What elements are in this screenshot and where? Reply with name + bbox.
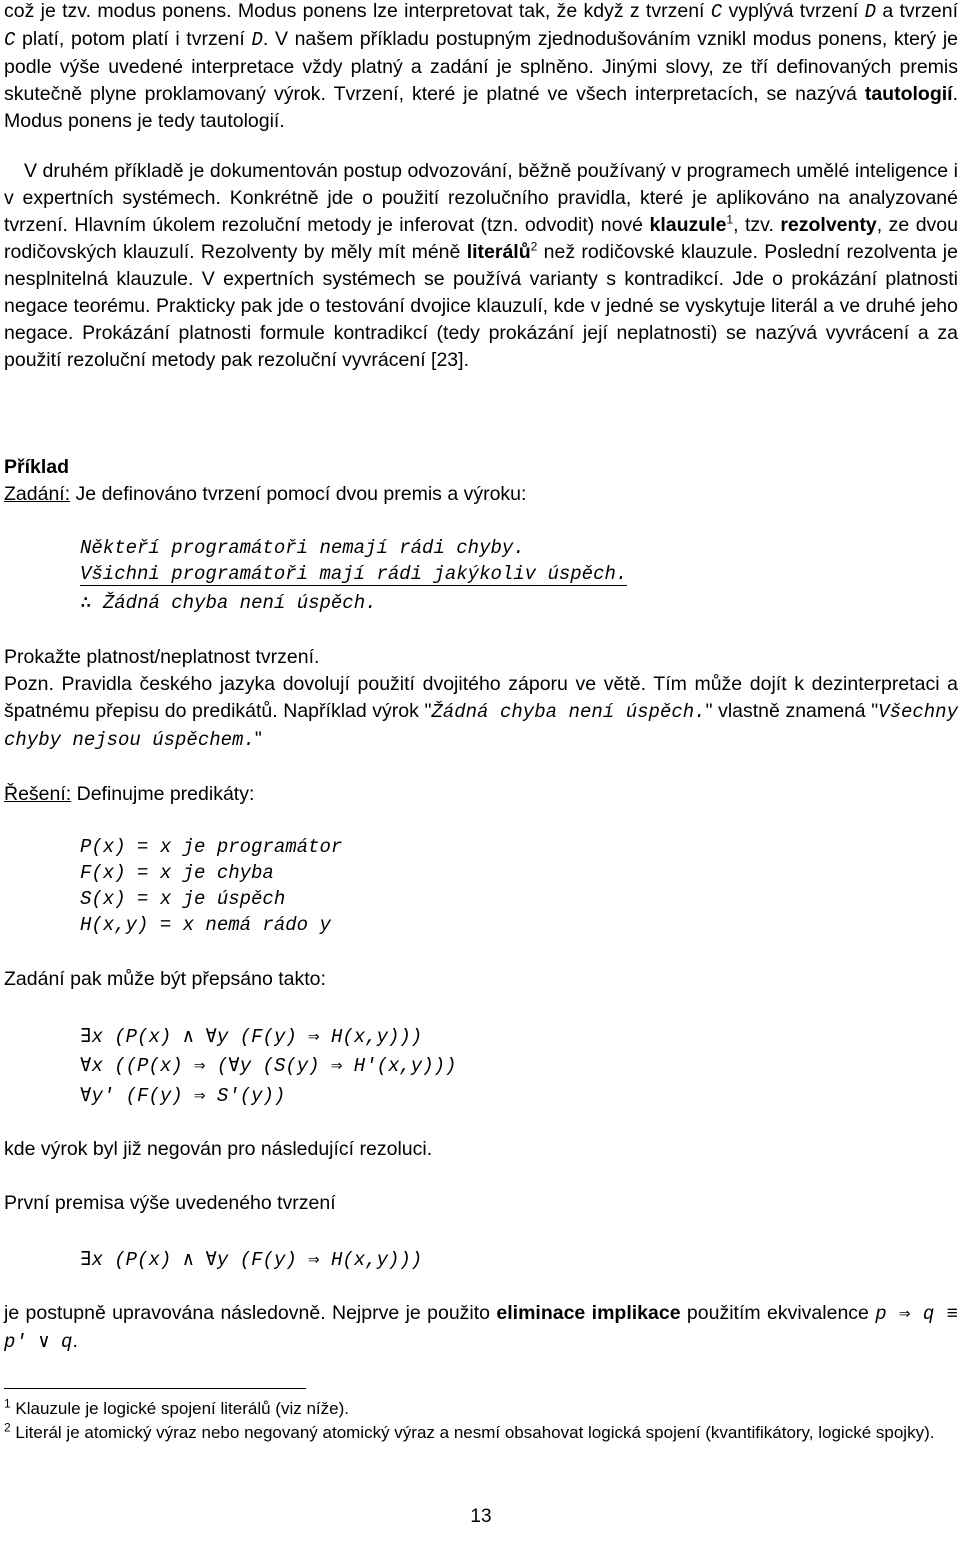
equivalence-formula: p ⇒ q ≡ p' ∨ q	[4, 1303, 958, 1353]
text: "	[254, 728, 262, 750]
var-c: C	[710, 1, 723, 23]
footnote-1	[4, 1398, 958, 1420]
paragraph-resolution	[4, 158, 958, 374]
formula-first-premise: ∃x (P(x) ∧ ∀y (F(y) ⇒ H(x,y)))	[80, 1249, 423, 1271]
footnote-2	[4, 1422, 958, 1444]
text: což je tzv. modus ponens. Modus ponens lze interpretovat tak, že když z tvrzení	[4, 0, 711, 22]
text: .	[72, 1330, 78, 1352]
term-implication-elimination: eliminace implikace	[496, 1302, 681, 1324]
paragraph-modus-ponens	[4, 0, 958, 135]
negated-note: kde výrok byl již negován pro následující rezoluci.	[4, 1138, 433, 1160]
formula-2: ∀x ((P(x) ⇒ (∀y (S(y) ⇒ H'(x,y)))	[80, 1055, 457, 1077]
solution-text: Definujme predikáty:	[71, 783, 255, 805]
footnote-ref-2[interactable]: 2	[530, 239, 538, 254]
text: než rodičovské klauzule. Poslední rezolventa je nesplnitelná klauzule. V expertních systémech se používá varianty s kontradikcí. Jde o prokázání platnosti negace teorému. Prakticky pak jde o testování dvojice klauzulí, kde v jedné se vyskytuje literál a ve druhé jeho negace. Prokázání platnosti formule kontradikcí (tedy prokázání její neplatnosti) se nazývá vyvrácení a za použití rezoluční metody pak rezoluční vyvrácení [23].	[4, 241, 958, 371]
predicate-f: F(x) = x je chyba	[80, 862, 274, 884]
predicate-s: S(x) = x je úspěch	[80, 888, 286, 910]
premise-1: Někteří programátoři nemají rádi chyby.	[80, 537, 525, 559]
note-paragraph	[4, 671, 958, 754]
footnote-number: 2	[4, 1420, 11, 1435]
text: V druhém příkladě je dokumentován postup odvozování, běžně používaný v programech umělé inteligence i v expertních systémech. Konkrétně jde o použití rezolučního pravidla, které je aplikováno na analyzované tvrzení. Hlavním úkolem rezoluční metody je inferovat (tzn. odvodit) nové	[4, 160, 958, 236]
premise-2-wrap	[80, 561, 627, 587]
formula-1: ∃x (P(x) ∧ ∀y (F(y) ⇒ H(x,y)))	[80, 1026, 423, 1048]
task-label: Zadání:	[4, 483, 71, 505]
conclusion: Žádná chyba není úspěch.	[102, 592, 377, 614]
predicate-p: P(x) = x je programátor	[80, 836, 343, 858]
text: vyplývá tvrzení	[722, 0, 865, 22]
premise-2: Všichni programátoři mají rádi jakýkoliv úspěch.	[80, 563, 628, 585]
text: a tvrzení	[876, 0, 958, 22]
quote-2: Všechny chyby nejsou úspěchem.	[4, 701, 958, 751]
var-d: D	[251, 29, 263, 51]
term-tautology: tautologií	[864, 83, 953, 105]
formula-3: ∀y' (F(y) ⇒ S'(y))	[80, 1085, 286, 1107]
var-d: D	[864, 1, 877, 23]
text: , ze dvou rodičovských klauzulí. Rezolventy by měly mít méně	[4, 214, 958, 263]
page-number: 13	[470, 1506, 492, 1527]
quote-1: Žádná chyba není úspěch.	[431, 701, 706, 723]
text: je postupně upravována následovně. Nejprve je použito	[4, 1302, 497, 1324]
task-line	[4, 481, 958, 508]
solution-line	[4, 781, 958, 808]
text: " vlastně znamená "	[705, 700, 879, 722]
text: platí, potom platí i tvrzení	[15, 28, 252, 50]
footnote-ref-1[interactable]: 1	[726, 212, 734, 227]
footnote-text: Klauzule je logické spojení literálů (viz níže).	[10, 1399, 349, 1418]
example-heading: Příklad	[4, 456, 70, 478]
footnote-text: Literál je atomický výraz nebo negovaný atomický výraz a nesmí obsahovat logická spojení (kvantifikátory, logické spojky).	[10, 1423, 935, 1442]
text: , tzv.	[733, 214, 781, 236]
term-clause: klauzule	[649, 214, 727, 236]
term-resolvent: rezolventy	[780, 214, 877, 236]
text: použitím ekvivalence	[680, 1302, 876, 1324]
therefore-icon: ∴	[80, 592, 92, 614]
footnote-number: 1	[4, 1396, 11, 1411]
predicate-h: H(x,y) = x nemá rádo y	[80, 914, 331, 936]
solution-label: Řešení:	[4, 783, 72, 805]
prove-instruction: Prokažte platnost/neplatnost tvrzení.	[4, 646, 320, 668]
modification-paragraph	[4, 1300, 958, 1356]
first-premise-line: První premisa výše uvedeného tvrzení	[4, 1192, 336, 1214]
text: . Modus ponens je tedy tautologií.	[4, 83, 958, 132]
text: . V našem příkladu postupným zjednodušováním vznikl modus ponens, který je podle výše uvedené interpretace vždy platný a zadání je splněno. Jinými slovy, ze tří definovaných premis skutečně plyne proklamovaný výrok. Tvrzení, které je platné ve všech interpretacích, se nazývá	[4, 28, 959, 105]
task-text: Je definováno tvrzení pomocí dvou premis a výroku:	[70, 483, 527, 505]
document-page	[4, 0, 958, 1543]
text: Pozn. Pravidla českého jazyka dovolují použití dvojitého záporu ve větě. Tím může dojít k dezinterpretaci a špatnému přepisu do predikátů. Například výrok "	[4, 673, 958, 722]
footnote-separator	[4, 1388, 306, 1389]
term-literal: literálů	[466, 241, 531, 263]
var-c: C	[4, 29, 16, 51]
conclusion-line	[80, 590, 377, 616]
rewrite-line: Zadání pak může být přepsáno takto:	[4, 968, 326, 990]
